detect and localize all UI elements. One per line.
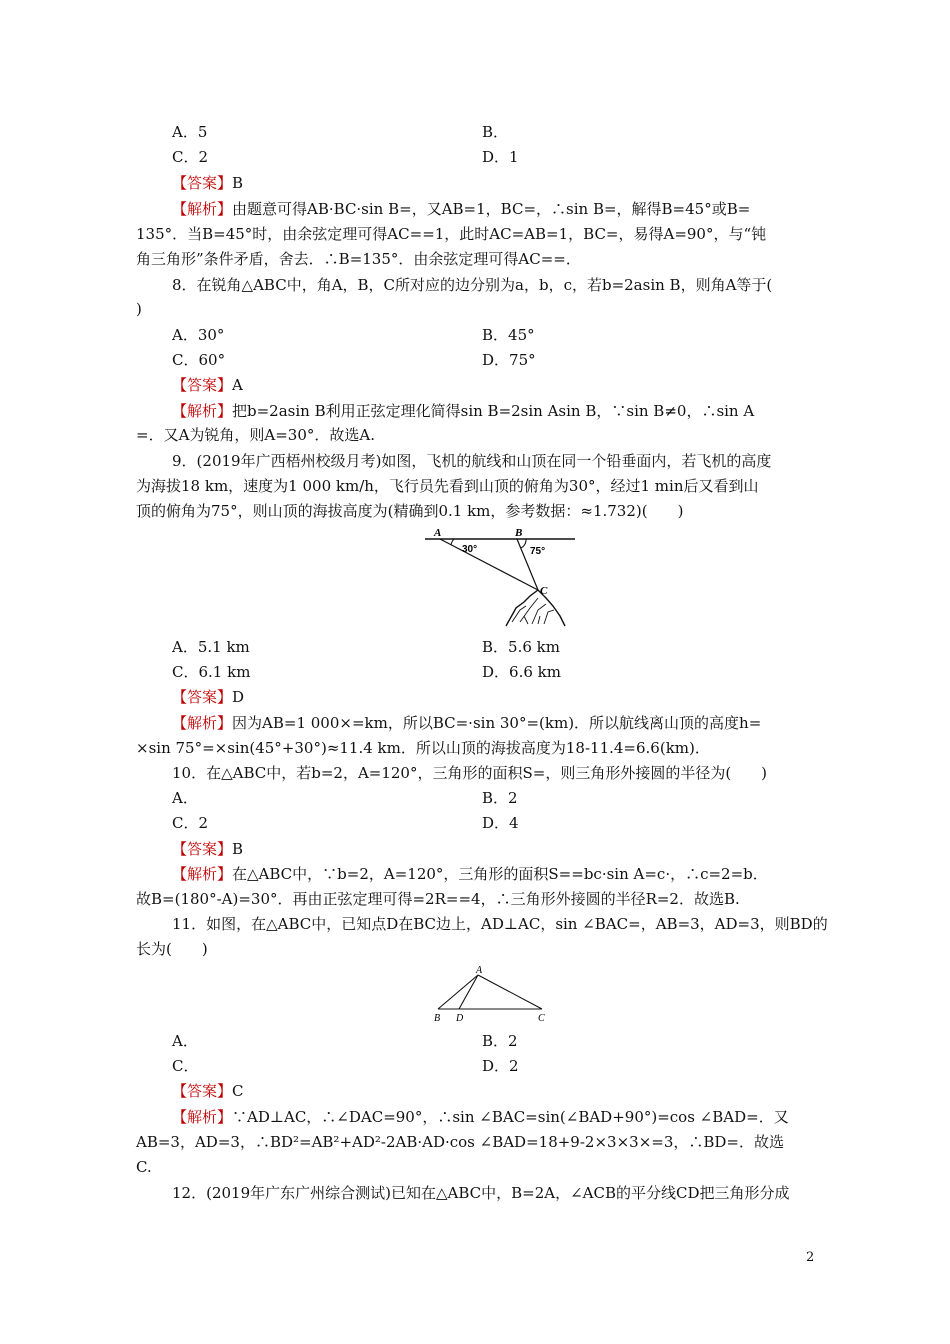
q7-analysis-line-2: 135°．当B=45°时，由余弦定理可得AC==1，此时AC=AB=1，BC=，易得A=90°，与“钝 [136,225,767,243]
label-d: D [456,1013,464,1024]
q9-option-b: B．5.6 km [482,638,560,656]
q9-stem-line-3: 顶的俯角为75°，则山顶的海拔高度为(精确到0.1 km，参考数据：≈1.732)( ) [136,502,684,520]
q9-analysis-line-1 [172,713,761,733]
answer-value: A [232,376,243,394]
q7-answer [172,173,243,193]
q8-option-b: B．45° [482,326,535,344]
q9-stem-line-2: 为海拔18 km，速度为1 000 km/h，飞行员先看到山顶的俯角为30°，经过1 min后又看到山 [136,477,759,495]
q8-analysis-line-1 [172,401,754,421]
q8-option-c: C．60° [172,351,226,369]
q11-stem-line-1: 11．如图，在△ABC中，已知点D在BC边上，AD⊥AC，sin ∠BAC=，AB=3，AD=3，则BD的 [172,915,828,933]
analysis-text: 在△ABC中，∵b=2，A=120°，三角形的面积S==bc·sin A=c·，∴c=2=b． [232,865,768,883]
q8-option-a: A．30° [172,326,225,344]
answer-value: C [232,1082,244,1100]
q8-analysis-line-2: =．又A为锐角，则A=30°．故选A. [136,426,375,444]
q8-option-d: D．75° [482,351,536,369]
segment-ad [459,975,478,1009]
q10-analysis-line-2: 故B=(180°-A)=30°．再由正弦定理可得=2R==4，∴三角形外接圆的半径R=2．故选B. [136,890,740,908]
answer-value: B [232,174,244,192]
q11-analysis-line-1 [172,1107,789,1127]
q12-stem-line-1: 12．(2019年广东广州综合测试)已知在△ABC中，B=2A，∠ACB的平分线CD把三角形分成 [172,1184,790,1202]
answer-label: 【答案】 [172,840,233,858]
angle-arc-75 [521,539,526,548]
q7-option-d: D．1 [482,148,519,166]
q8-stem-line-2: ) [136,300,142,318]
q9-stem-line-1: 9．(2019年广西梧州校级月考)如图，飞机的航线和山顶在同一个铅垂面内，若飞机的高度 [172,452,772,470]
q11-option-a: A． [172,1032,198,1050]
q7-option-c: C．2 [172,148,209,166]
analysis-label: 【解析】 [172,714,233,732]
q11-figure-triangle [430,963,554,1025]
q9-option-d: D．6.6 km [482,663,561,681]
analysis-text: 因为AB=1 000×=km，所以BC=·sin 30°=(km)．所以航线离山顶的高度h= [232,714,762,732]
q9-option-c: C．6.1 km [172,663,251,681]
page-number: 2 [806,1250,815,1265]
side-ac [478,975,542,1009]
angle-label-30: 30° [462,544,478,555]
q11-stem-line-2: 长为( ) [136,940,208,958]
q9-answer [172,687,244,707]
answer-label: 【答案】 [172,688,233,706]
angle-label-75: 75° [530,546,546,557]
q11-analysis-line-3: C. [136,1158,152,1176]
label-a: A [476,965,483,976]
q11-answer [172,1081,244,1101]
q11-option-c: C． [172,1057,199,1075]
label-c: C [540,585,548,597]
q7-analysis-line-1 [172,199,750,219]
side-ab [438,975,478,1009]
q7-option-a: A．5 [172,123,208,141]
q7-analysis-line-3: 角三角形”条件矛盾，舍去．∴B=135°．由余弦定理可得AC==． [136,250,581,268]
analysis-label: 【解析】 [172,865,233,883]
q9-analysis-line-2: ×sin 75°=×sin(45°+30°)≈11.4 km．所以山顶的海拔高度为18-11.4=6.6(km)． [136,739,710,757]
q8-stem-line-1: 8．在锐角△ABC中，角A，B，C所对应的边分别为a，b，c，若b=2asin B，则角A等于( [172,276,773,294]
answer-value: B [232,840,244,858]
q7-option-b: B． [482,123,509,141]
q10-answer [172,839,243,859]
analysis-text: 把b=2asin B利用正弦定理化简得sin B=2sin Asin B，∵sin B≠0，∴sin A [232,402,755,420]
q10-option-c: C．2 [172,814,209,832]
analysis-label: 【解析】 [172,200,233,218]
q9-figure-airplane-mountain [420,526,580,630]
answer-label: 【答案】 [172,1082,233,1100]
answer-label: 【答案】 [172,174,233,192]
analysis-label: 【解析】 [172,1108,233,1126]
q10-option-d: D．4 [482,814,519,832]
angle-arc-30 [451,539,454,545]
label-a: A [434,527,442,539]
label-b: B [515,527,523,539]
answer-label: 【答案】 [172,376,233,394]
mountain-outline [506,590,565,626]
analysis-text: 由题意可得AB·BC·sin B=，又AB=1，BC=，∴sin B=，解得B=45°或B= [232,200,751,218]
q11-option-b: B．2 [482,1032,518,1050]
analysis-text: ∵AD⊥AC，∴∠DAC=90°，∴sin ∠BAC=sin(∠BAD+90°)=cos ∠BAD=．又 [232,1108,789,1126]
q10-option-a: A． [172,789,198,807]
q8-answer [172,375,243,395]
q10-option-b: B．2 [482,789,518,807]
answer-value: D [232,688,245,706]
q10-stem-line-1: 10．在△ABC中，若b=2，A=120°，三角形的面积S=，则三角形外接圆的半径为( ) [172,764,768,782]
label-b: B [434,1013,441,1024]
q9-option-a: A．5.1 km [172,638,250,656]
label-c: C [538,1013,545,1024]
q10-analysis-line-1 [172,864,768,884]
q11-analysis-line-2: AB=3，AD=3，∴BD²=AB²+AD²-2AB·AD·cos ∠BAD=18+9-2×3×3×=3，∴BD=．故选 [136,1133,784,1151]
analysis-label: 【解析】 [172,402,233,420]
q11-option-d: D．2 [482,1057,519,1075]
